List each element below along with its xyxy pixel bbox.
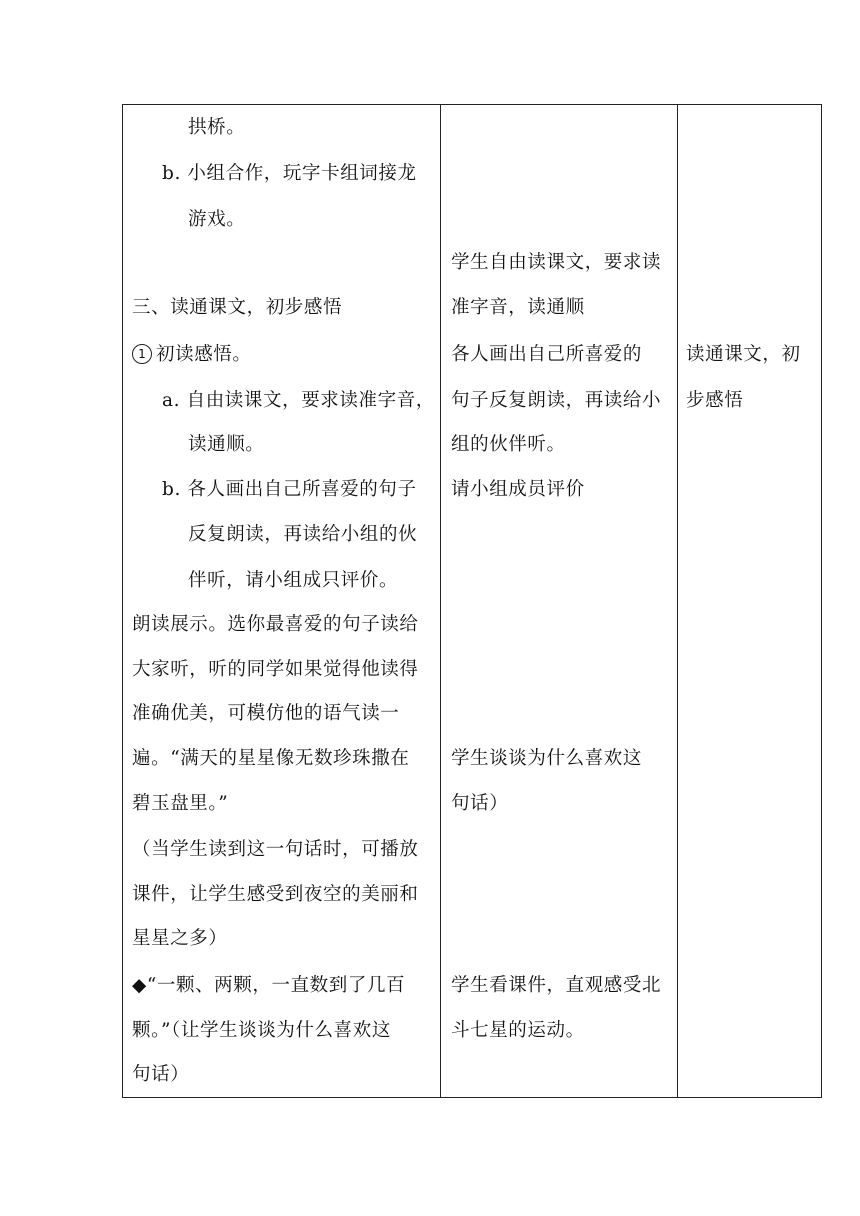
teacher-activity-cell bbox=[123, 105, 441, 1098]
text-line: 请小组成员评价 bbox=[451, 479, 585, 500]
text-line: 游戏。 bbox=[188, 209, 246, 230]
text-line: 句子反复朗读，再读给小 bbox=[451, 390, 662, 411]
text-line-content: 初读感悟。 bbox=[156, 344, 252, 365]
text-line: 颗。”（让学生谈谈为什么喜欢这 bbox=[132, 1020, 391, 1041]
text-line: 课件，让学生感受到夜空的美丽和 bbox=[132, 884, 419, 905]
table-row bbox=[123, 105, 822, 1098]
text-line: 句话） bbox=[451, 793, 509, 814]
text-line: 星星之多） bbox=[132, 928, 228, 949]
text-line: 朗读展示。选你最喜爱的句子读给 bbox=[132, 614, 419, 635]
text-line: 学生看课件，直观感受北 bbox=[451, 975, 662, 996]
text-line: 学生谈谈为什么喜欢这 bbox=[451, 748, 643, 769]
text-line: 读通课文，初 bbox=[686, 344, 801, 365]
text-line: 准字音，读通顺 bbox=[451, 297, 585, 318]
circled-number: 1 bbox=[132, 344, 152, 364]
text-line: 大家听，听的同学如果觉得他读得 bbox=[132, 659, 419, 680]
text-line: 各人画出自己所喜爱的 bbox=[451, 344, 643, 365]
text-line: 组的伙伴听。 bbox=[451, 434, 566, 455]
lesson-plan-table bbox=[122, 104, 822, 1098]
text-line: 遍。“满天的星星像无数珍珠撒在 bbox=[132, 748, 410, 769]
section-heading: 三、读通课文，初步感悟 bbox=[132, 297, 343, 318]
design-intent-cell bbox=[678, 105, 822, 1098]
text-line: 学生自由读课文，要求读 bbox=[451, 252, 662, 273]
text-line: （当学生读到这一句话时，可播放 bbox=[132, 839, 419, 860]
text-line: 句话） bbox=[132, 1064, 190, 1085]
text-line: 反复朗读，再读给小组的伙 bbox=[188, 524, 418, 545]
text-line: 伴听，请小组成只评价。 bbox=[188, 570, 399, 591]
text-line: ◆“一颗、两颗，一直数到了几百 bbox=[132, 975, 406, 996]
text-line: 读通顺。 bbox=[188, 434, 265, 455]
text-line: 碧玉盘里。” bbox=[132, 793, 229, 814]
text-line: b. 小组合作，玩字卡组词接龙 bbox=[162, 163, 417, 184]
text-line: 拱桥。 bbox=[188, 117, 246, 138]
text-line: 步感悟 bbox=[686, 390, 744, 411]
text-line: b. 各人画出自己所喜爱的句子 bbox=[162, 479, 417, 500]
text-line: 斗七星的运动。 bbox=[451, 1020, 585, 1041]
student-activity-cell bbox=[441, 105, 678, 1098]
text-line: 准确优美，可模仿他的语气读一 bbox=[132, 703, 400, 724]
text-line bbox=[132, 343, 252, 367]
text-line: a. 自由读课文，要求读准字音， bbox=[162, 390, 435, 411]
